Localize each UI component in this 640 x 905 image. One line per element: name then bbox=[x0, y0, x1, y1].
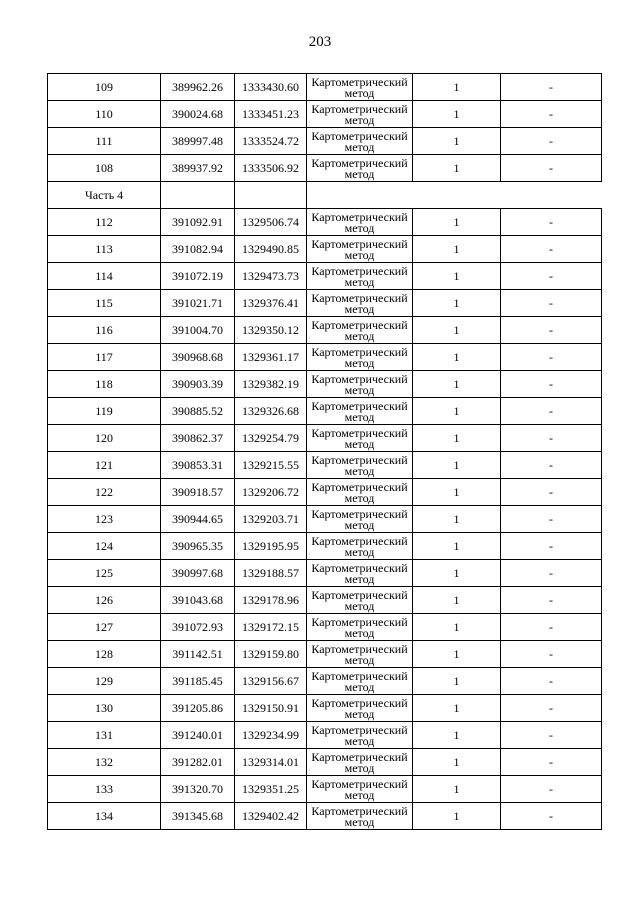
point-number-cell: 121 bbox=[48, 452, 161, 479]
method-cell bbox=[307, 614, 413, 641]
y-coordinate-cell: 1329172.15 bbox=[235, 614, 307, 641]
accuracy-cell: 1 bbox=[413, 479, 501, 506]
method-text: Картометрический метод bbox=[311, 426, 408, 451]
x-coordinate-cell: 390885.52 bbox=[161, 398, 235, 425]
table-row bbox=[48, 695, 602, 722]
y-coordinate-cell: 1333524.72 bbox=[235, 128, 307, 155]
x-coordinate-cell: 391345.68 bbox=[161, 803, 235, 830]
section-label: Часть 4 bbox=[48, 182, 161, 209]
accuracy-cell: 1 bbox=[413, 668, 501, 695]
accuracy-cell: 1 bbox=[413, 506, 501, 533]
method-cell bbox=[307, 209, 413, 236]
y-coordinate-cell: 1329361.17 bbox=[235, 344, 307, 371]
x-coordinate-cell: 391043.68 bbox=[161, 587, 235, 614]
method-text: Картометрический метод bbox=[311, 102, 408, 127]
point-number-cell: 112 bbox=[48, 209, 161, 236]
method-cell bbox=[307, 290, 413, 317]
method-cell bbox=[307, 749, 413, 776]
note-cell: - bbox=[501, 614, 602, 641]
x-coordinate-cell: 391205.86 bbox=[161, 695, 235, 722]
method-text: Картометрический метод bbox=[311, 534, 408, 559]
y-coordinate-cell: 1329215.55 bbox=[235, 452, 307, 479]
blank-cell bbox=[307, 182, 413, 209]
y-coordinate-cell: 1329234.99 bbox=[235, 722, 307, 749]
note-cell: - bbox=[501, 128, 602, 155]
y-coordinate-cell: 1329314.01 bbox=[235, 749, 307, 776]
accuracy-cell: 1 bbox=[413, 587, 501, 614]
x-coordinate-cell: 390968.68 bbox=[161, 344, 235, 371]
method-cell bbox=[307, 560, 413, 587]
table-row bbox=[48, 425, 602, 452]
method-cell bbox=[307, 803, 413, 830]
x-coordinate-cell: 389997.48 bbox=[161, 128, 235, 155]
note-cell: - bbox=[501, 209, 602, 236]
table-row bbox=[48, 236, 602, 263]
accuracy-cell: 1 bbox=[413, 317, 501, 344]
accuracy-cell: 1 bbox=[413, 101, 501, 128]
y-coordinate-cell: 1333506.92 bbox=[235, 155, 307, 182]
method-text: Картометрический метод bbox=[311, 507, 408, 532]
x-coordinate-cell: 390903.39 bbox=[161, 371, 235, 398]
point-number-cell: 118 bbox=[48, 371, 161, 398]
table-row bbox=[48, 101, 602, 128]
x-coordinate-cell: 389937.92 bbox=[161, 155, 235, 182]
point-number-cell: 124 bbox=[48, 533, 161, 560]
x-coordinate-cell: 390997.68 bbox=[161, 560, 235, 587]
coordinates-table bbox=[47, 73, 602, 830]
point-number-cell: 109 bbox=[48, 74, 161, 101]
y-coordinate-cell: 1329150.91 bbox=[235, 695, 307, 722]
method-cell bbox=[307, 236, 413, 263]
accuracy-cell: 1 bbox=[413, 695, 501, 722]
note-cell: - bbox=[501, 587, 602, 614]
x-coordinate-cell: 391072.93 bbox=[161, 614, 235, 641]
method-cell bbox=[307, 479, 413, 506]
accuracy-cell: 1 bbox=[413, 560, 501, 587]
table-row bbox=[48, 614, 602, 641]
method-text: Картометрический метод bbox=[311, 291, 408, 316]
point-number-cell: 132 bbox=[48, 749, 161, 776]
x-coordinate-cell: 391082.94 bbox=[161, 236, 235, 263]
method-text: Картометрический метод bbox=[311, 750, 408, 775]
table-row bbox=[48, 776, 602, 803]
blank-cell bbox=[501, 182, 602, 209]
point-number-cell: 120 bbox=[48, 425, 161, 452]
accuracy-cell: 1 bbox=[413, 128, 501, 155]
y-coordinate-cell: 1329473.73 bbox=[235, 263, 307, 290]
point-number-cell: 123 bbox=[48, 506, 161, 533]
point-number-cell: 130 bbox=[48, 695, 161, 722]
method-cell bbox=[307, 344, 413, 371]
coordinates-table-body bbox=[48, 74, 602, 830]
accuracy-cell: 1 bbox=[413, 344, 501, 371]
table-row bbox=[48, 398, 602, 425]
note-cell: - bbox=[501, 425, 602, 452]
method-cell bbox=[307, 776, 413, 803]
table-row bbox=[48, 560, 602, 587]
method-cell bbox=[307, 452, 413, 479]
accuracy-cell: 1 bbox=[413, 371, 501, 398]
table-row bbox=[48, 452, 602, 479]
note-cell: - bbox=[501, 317, 602, 344]
point-number-cell: 131 bbox=[48, 722, 161, 749]
x-coordinate-cell: 389962.26 bbox=[161, 74, 235, 101]
y-coordinate-cell: 1329156.67 bbox=[235, 668, 307, 695]
x-coordinate-cell: 390918.57 bbox=[161, 479, 235, 506]
note-cell: - bbox=[501, 452, 602, 479]
y-coordinate-cell: 1329350.12 bbox=[235, 317, 307, 344]
table-row bbox=[48, 587, 602, 614]
method-text: Картометрический метод bbox=[311, 642, 408, 667]
point-number-cell: 119 bbox=[48, 398, 161, 425]
y-coordinate-cell: 1329159.80 bbox=[235, 641, 307, 668]
accuracy-cell: 1 bbox=[413, 155, 501, 182]
note-cell: - bbox=[501, 371, 602, 398]
point-number-cell: 115 bbox=[48, 290, 161, 317]
accuracy-cell: 1 bbox=[413, 533, 501, 560]
accuracy-cell: 1 bbox=[413, 722, 501, 749]
note-cell: - bbox=[501, 749, 602, 776]
table-row bbox=[48, 209, 602, 236]
y-coordinate-cell: 1329402.42 bbox=[235, 803, 307, 830]
note-cell: - bbox=[501, 776, 602, 803]
method-cell bbox=[307, 641, 413, 668]
method-text: Картометрический метод bbox=[311, 264, 408, 289]
point-number-cell: 108 bbox=[48, 155, 161, 182]
point-number-cell: 111 bbox=[48, 128, 161, 155]
method-cell bbox=[307, 371, 413, 398]
accuracy-cell: 1 bbox=[413, 452, 501, 479]
method-text: Картометрический метод bbox=[311, 480, 408, 505]
table-row bbox=[48, 128, 602, 155]
x-coordinate-cell: 390944.65 bbox=[161, 506, 235, 533]
blank-cell bbox=[413, 182, 501, 209]
method-text: Картометрический метод bbox=[311, 561, 408, 586]
x-coordinate-cell: 390853.31 bbox=[161, 452, 235, 479]
method-text: Картометрический метод bbox=[311, 237, 408, 262]
accuracy-cell: 1 bbox=[413, 776, 501, 803]
note-cell: - bbox=[501, 290, 602, 317]
accuracy-cell: 1 bbox=[413, 641, 501, 668]
method-text: Картометрический метод bbox=[311, 210, 408, 235]
note-cell: - bbox=[501, 479, 602, 506]
point-number-cell: 113 bbox=[48, 236, 161, 263]
y-coordinate-cell: 1329490.85 bbox=[235, 236, 307, 263]
point-number-cell: 127 bbox=[48, 614, 161, 641]
y-coordinate-cell: 1329382.19 bbox=[235, 371, 307, 398]
point-number-cell: 129 bbox=[48, 668, 161, 695]
method-cell bbox=[307, 101, 413, 128]
point-number-cell: 125 bbox=[48, 560, 161, 587]
y-coordinate-cell: 1329326.68 bbox=[235, 398, 307, 425]
table-row bbox=[48, 668, 602, 695]
method-text: Картометрический метод bbox=[311, 669, 408, 694]
x-coordinate-cell: 391004.70 bbox=[161, 317, 235, 344]
table-row bbox=[48, 641, 602, 668]
method-cell bbox=[307, 74, 413, 101]
table-row bbox=[48, 74, 602, 101]
y-coordinate-cell: 1329195.95 bbox=[235, 533, 307, 560]
accuracy-cell: 1 bbox=[413, 398, 501, 425]
method-cell bbox=[307, 695, 413, 722]
table-row bbox=[48, 371, 602, 398]
note-cell: - bbox=[501, 695, 602, 722]
table-row bbox=[48, 263, 602, 290]
table-row bbox=[48, 722, 602, 749]
y-coordinate-cell: 1329351.25 bbox=[235, 776, 307, 803]
accuracy-cell: 1 bbox=[413, 290, 501, 317]
note-cell: - bbox=[501, 101, 602, 128]
point-number-cell: 128 bbox=[48, 641, 161, 668]
y-coordinate-cell: 1329254.79 bbox=[235, 425, 307, 452]
method-text: Картометрический метод bbox=[311, 696, 408, 721]
note-cell: - bbox=[501, 506, 602, 533]
note-cell: - bbox=[501, 263, 602, 290]
point-number-cell: 133 bbox=[48, 776, 161, 803]
point-number-cell: 122 bbox=[48, 479, 161, 506]
method-text: Картометрический метод bbox=[311, 345, 408, 370]
table-row bbox=[48, 290, 602, 317]
table-row bbox=[48, 533, 602, 560]
method-cell bbox=[307, 155, 413, 182]
method-text: Картометрический метод bbox=[311, 615, 408, 640]
method-cell bbox=[307, 506, 413, 533]
empty-cell bbox=[161, 182, 235, 209]
point-number-cell: 114 bbox=[48, 263, 161, 290]
method-text: Картометрический метод bbox=[311, 129, 408, 154]
y-coordinate-cell: 1333430.60 bbox=[235, 74, 307, 101]
method-text: Картометрический метод bbox=[311, 588, 408, 613]
section-row bbox=[48, 182, 602, 209]
method-text: Картометрический метод bbox=[311, 723, 408, 748]
accuracy-cell: 1 bbox=[413, 749, 501, 776]
y-coordinate-cell: 1329203.71 bbox=[235, 506, 307, 533]
table-row bbox=[48, 749, 602, 776]
point-number-cell: 134 bbox=[48, 803, 161, 830]
method-text: Картометрический метод bbox=[311, 777, 408, 802]
table-row bbox=[48, 506, 602, 533]
y-coordinate-cell: 1329506.74 bbox=[235, 209, 307, 236]
note-cell: - bbox=[501, 803, 602, 830]
x-coordinate-cell: 391185.45 bbox=[161, 668, 235, 695]
x-coordinate-cell: 391320.70 bbox=[161, 776, 235, 803]
method-cell bbox=[307, 587, 413, 614]
accuracy-cell: 1 bbox=[413, 74, 501, 101]
note-cell: - bbox=[501, 533, 602, 560]
x-coordinate-cell: 390862.37 bbox=[161, 425, 235, 452]
x-coordinate-cell: 391282.01 bbox=[161, 749, 235, 776]
method-cell bbox=[307, 533, 413, 560]
x-coordinate-cell: 391142.51 bbox=[161, 641, 235, 668]
method-cell bbox=[307, 668, 413, 695]
note-cell: - bbox=[501, 722, 602, 749]
y-coordinate-cell: 1329178.96 bbox=[235, 587, 307, 614]
x-coordinate-cell: 390965.35 bbox=[161, 533, 235, 560]
x-coordinate-cell: 390024.68 bbox=[161, 101, 235, 128]
page-number: 203 bbox=[308, 34, 332, 50]
note-cell: - bbox=[501, 668, 602, 695]
point-number-cell: 116 bbox=[48, 317, 161, 344]
y-coordinate-cell: 1333451.23 bbox=[235, 101, 307, 128]
note-cell: - bbox=[501, 641, 602, 668]
method-cell bbox=[307, 722, 413, 749]
method-cell bbox=[307, 263, 413, 290]
x-coordinate-cell: 391021.71 bbox=[161, 290, 235, 317]
point-number-cell: 117 bbox=[48, 344, 161, 371]
table-row bbox=[48, 155, 602, 182]
method-cell bbox=[307, 425, 413, 452]
empty-cell bbox=[235, 182, 307, 209]
table-row bbox=[48, 344, 602, 371]
note-cell: - bbox=[501, 344, 602, 371]
note-cell: - bbox=[501, 398, 602, 425]
accuracy-cell: 1 bbox=[413, 263, 501, 290]
note-cell: - bbox=[501, 560, 602, 587]
accuracy-cell: 1 bbox=[413, 236, 501, 263]
method-text: Картометрический метод bbox=[311, 156, 408, 181]
y-coordinate-cell: 1329188.57 bbox=[235, 560, 307, 587]
x-coordinate-cell: 391092.91 bbox=[161, 209, 235, 236]
note-cell: - bbox=[501, 155, 602, 182]
method-cell bbox=[307, 398, 413, 425]
method-text: Картометрический метод bbox=[311, 399, 408, 424]
method-cell bbox=[307, 128, 413, 155]
y-coordinate-cell: 1329206.72 bbox=[235, 479, 307, 506]
accuracy-cell: 1 bbox=[413, 803, 501, 830]
table-row bbox=[48, 479, 602, 506]
y-coordinate-cell: 1329376.41 bbox=[235, 290, 307, 317]
accuracy-cell: 1 bbox=[413, 209, 501, 236]
accuracy-cell: 1 bbox=[413, 614, 501, 641]
point-number-cell: 126 bbox=[48, 587, 161, 614]
method-cell bbox=[307, 317, 413, 344]
method-text: Картометрический метод bbox=[311, 372, 408, 397]
table-row bbox=[48, 803, 602, 830]
x-coordinate-cell: 391240.01 bbox=[161, 722, 235, 749]
x-coordinate-cell: 391072.19 bbox=[161, 263, 235, 290]
method-text: Картометрический метод bbox=[311, 75, 408, 100]
note-cell: - bbox=[501, 236, 602, 263]
note-cell: - bbox=[501, 74, 602, 101]
method-text: Картометрический метод bbox=[311, 804, 408, 829]
table-row bbox=[48, 317, 602, 344]
method-text: Картометрический метод bbox=[311, 453, 408, 478]
method-text: Картометрический метод bbox=[311, 318, 408, 343]
point-number-cell: 110 bbox=[48, 101, 161, 128]
accuracy-cell: 1 bbox=[413, 425, 501, 452]
